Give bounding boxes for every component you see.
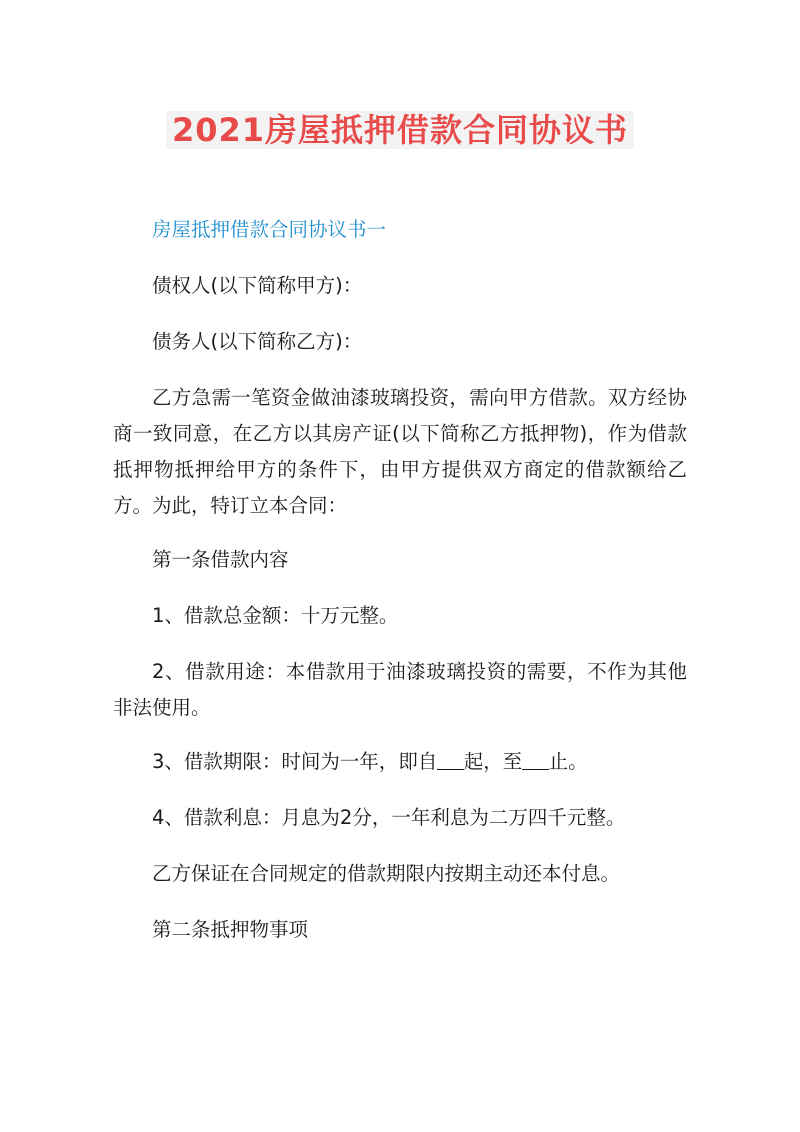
loan-term-text-end: 止。 <box>548 750 588 773</box>
start-date-blank <box>437 748 463 770</box>
article-heading-2: 第二条抵押物事项 <box>152 918 309 941</box>
clause-loan-amount: 1、借款总金额：十万元整。 <box>152 604 399 627</box>
loan-term-text-start: 3、借款期限：时间为一年，即自 <box>152 750 438 773</box>
document-title <box>0 104 800 156</box>
article-heading-1: 第一条借款内容 <box>152 548 289 571</box>
debtor-line: 债务人(以下简称乙方)： <box>152 330 363 353</box>
end-date-blank <box>522 748 548 770</box>
loan-term-text-mid: 起，至 <box>463 750 523 773</box>
creditor-line: 债权人(以下简称甲方)： <box>152 274 363 297</box>
repayment-guarantee: 乙方保证在合同规定的借款期限内按期主动还本付息。 <box>152 862 621 885</box>
section-heading: 房屋抵押借款合同协议书一 <box>152 218 387 241</box>
document-body <box>113 212 687 968</box>
clause-loan-interest: 4、借款利息：月息为2分，一年利息为二万四千元整。 <box>152 806 626 829</box>
clause-loan-term <box>113 744 687 780</box>
clause-loan-purpose: 2、借款用途：本借款用于油漆玻璃投资的需要，不作为其他非法使用。 <box>113 660 687 719</box>
intro-paragraph: 乙方急需一笔资金做油漆玻璃投资，需向甲方借款。双方经协商一致同意，在乙方以其房产证(以下简称乙方抵押物)，作为借款抵押物抵押给甲方的条件下，由甲方提供双方商定的借款额给乙方。为此，特订立本合同： <box>113 386 687 517</box>
document-title-text: 2021房屋抵押借款合同协议书 <box>166 111 634 149</box>
